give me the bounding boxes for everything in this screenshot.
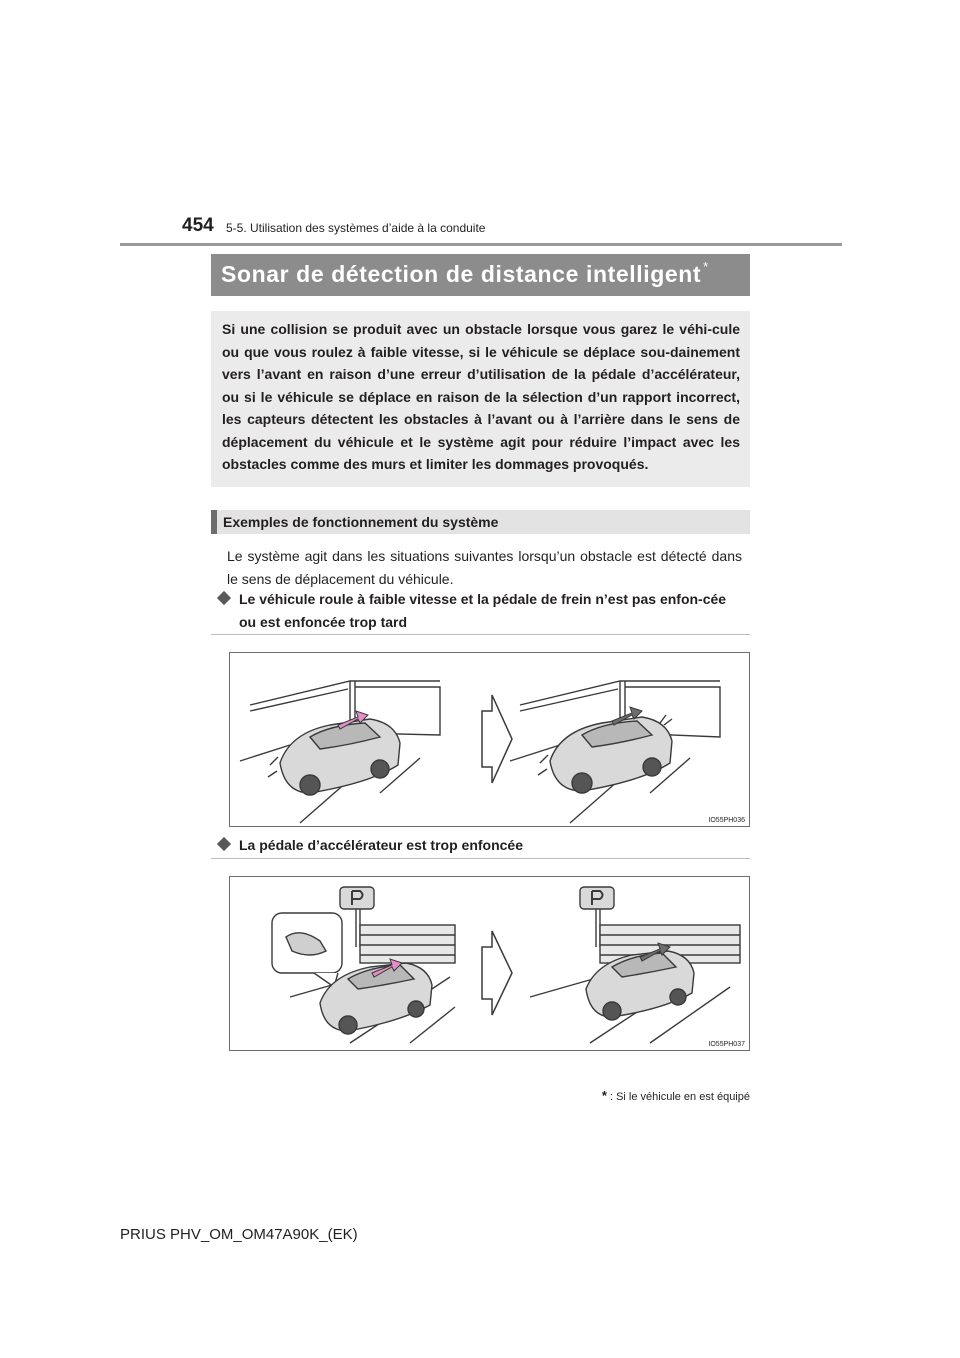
document-footer: PRIUS PHV_OM_OM47A90K_(EK) [120, 1226, 358, 1243]
intro-text: Si une collision se produit avec un obstacle lorsque vous garez le véhi-cule ou que vous roulez à faible vitesse, si le véhicule se déplace sou-dainement vers l’avant en raison d’une erreur d’utilisation de la pédale d’accélérateur, ou si le véhicule se déplace en raison de la sélection d’un rapport incorrect, les capteurs détectent les obstacles à l’avant ou à l’arrière dans le sens de déplacement du véhicule et le système agit pour réduire l’impact avec les obstacles comme des murs et limiter les dommages provoqués. [222, 321, 740, 472]
example-1-label: Le véhicule roule à faible vitesse et la pédale de frein n’est pas enfon-cée ou est enfoncée trop tard [239, 591, 727, 630]
parking-wall-collision-illustration [230, 653, 749, 826]
example-1 [219, 588, 744, 634]
footnote-text: : Si le véhicule en est équipé [609, 1091, 750, 1103]
figure-id: IO55PH037 [708, 1041, 745, 1048]
wall-top-left [250, 681, 440, 705]
equipment-asterisk: * [703, 259, 709, 274]
example-2-label: La pédale d’accélérateur est trop enfoncée [239, 837, 523, 853]
figure-low-speed [229, 652, 750, 827]
figure-accelerator [229, 876, 750, 1051]
chapter-title: 5-5. Utilisation des systèmes d’aide à la conduite [226, 221, 486, 235]
footnote-asterisk: * [601, 1088, 607, 1103]
section-title [221, 259, 709, 288]
subsection-body: Le système agit dans les situations suivantes lorsqu’un obstacle est détecté dans le sens de déplacement du véhicule. [227, 548, 742, 587]
transition-arrow-icon [482, 931, 512, 1015]
example-2-rule [211, 858, 750, 859]
parking-lot-accelerator-illustration [230, 877, 749, 1050]
header-rule [120, 243, 842, 246]
section-title-text: Sonar de détection de distance intelligent [221, 261, 702, 287]
example-2 [219, 834, 744, 857]
example-1-rule [211, 634, 750, 635]
subsection-heading: Exemples de fonctionnement du système [223, 514, 499, 530]
diamond-bullet-icon [217, 591, 231, 605]
transition-arrow-icon [482, 695, 512, 783]
footnote [555, 1088, 750, 1103]
diamond-bullet-icon [217, 837, 231, 851]
figure-id: IO55PH036 [708, 817, 745, 824]
page-number: 454 [182, 215, 214, 236]
subsection-accent [211, 510, 217, 534]
